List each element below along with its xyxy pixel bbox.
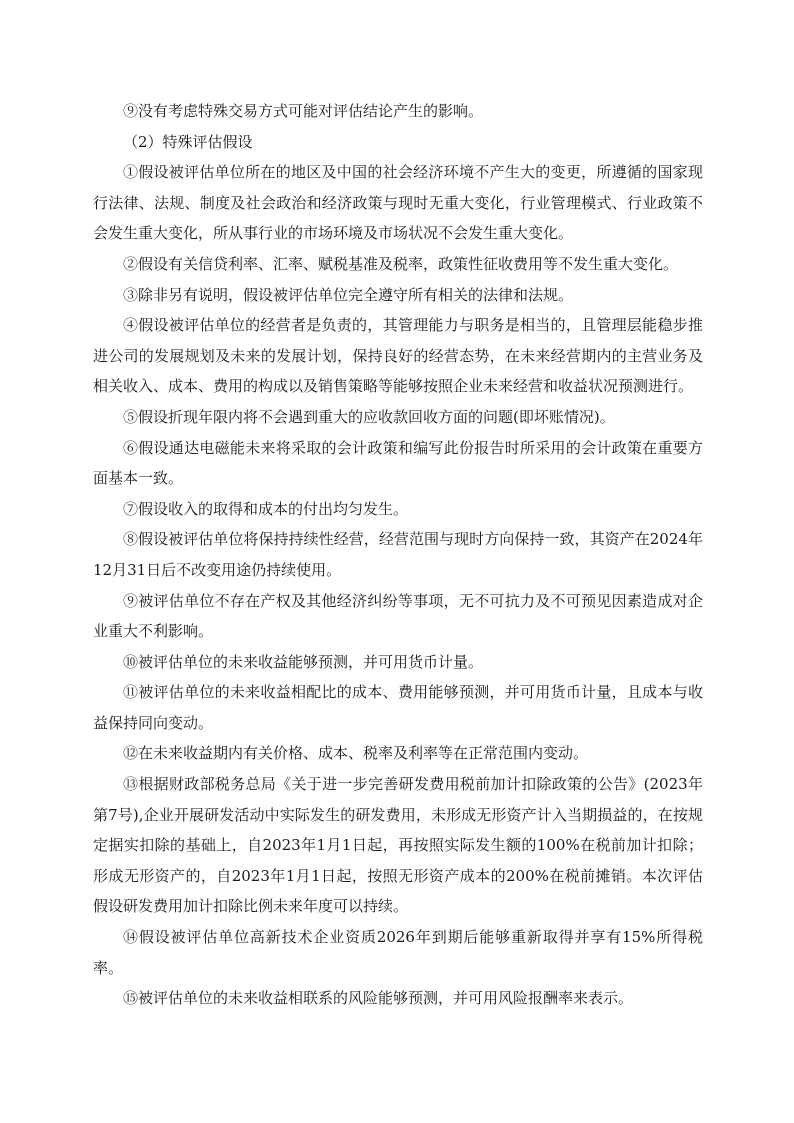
assumption-item-13: ⑬根据财政部税务总局《关于进一步完善研发费用税前加计扣除政策的公告》(2023年第7号),企业开展研发活动中实际发生的研发费用，未形成无形资产计入当期损益的，在按规定据实扣除的基础上，自2023年1月1日起，再按照实际发生额的100%在税前加计扣除；形成无形资产的，自2023年1月1日起，按照无形资产成本的200%在税前摊销。本次评估假设研发费用加计扣除比例未来年度可以持续。 (93, 775, 703, 916)
general-assumption-9: ⑨没有考虑特殊交易方式可能对评估结论产生的影响。 (123, 102, 484, 120)
assumption-item-12: ⑫在未来收益期内有关价格、成本、税率及利率等在正常范围内变动。 (123, 744, 589, 763)
assumption-item-9: ⑨被评估单位不存在产权及其他经济纠纷等事项，无不可抗力及不可预见因素造成对企业重大不利影响。 (93, 591, 703, 641)
assumption-item-15: ⑮被评估单位的未来收益相联系的风险能够预测，并可用风险报酬率来表示。 (123, 989, 634, 1008)
assumption-item-4: ④假设被评估单位的经营者是负责的，其管理能力与职务是相当的，且管理层能稳步推进公司的发展规划及未来的发展计划，保持良好的经营态势，在未来经营期内的主营业务及相关收入、成本、费用的构成以及销售策略等能够按照企业未来经营和收益状况预测进行。 (93, 316, 703, 396)
assumption-item-14: ⑭假设被评估单位高新技术企业资质2026年到期后能够重新取得并享有15%所得税率。 (93, 928, 703, 977)
assumption-item-5: ⑤假设折现年限内将不会遇到重大的应收款回收方面的问题(即坏账情况)。 (123, 407, 615, 426)
assumption-item-1: ①假设被评估单位所在的地区及中国的社会经济环境不产生大的变更，所遵循的国家现行法律、法规、制度及社会政治和经济政策与现时无重大变化，行业管理模式、行业政策不会发生重大变化，所从事行业的市场环境及市场状况不会发生重大变化。 (93, 163, 703, 243)
assumption-item-6: ⑥假设通达电磁能未来将采取的会计政策和编写此份报告时所采用的会计政策在重要方面基本一致。 (93, 438, 703, 488)
section-heading-special-assumptions: （2）特殊评估假设 (123, 132, 253, 151)
document-page (93, 96, 703, 1014)
assumption-item-3: ③除非另有说明，假设被评估单位完全遵守所有相关的法律和法规。 (123, 285, 574, 304)
assumption-item-11: ⑪被评估单位的未来收益相配比的成本、费用能够预测，并可用货币计量，且成本与收益保持同向变动。 (93, 683, 703, 732)
assumption-item-10: ⑩被评估单位的未来收益能够预测，并可用货币计量。 (123, 652, 484, 671)
assumption-item-7: ⑦假设收入的取得和成本的付出均匀发生。 (123, 499, 409, 518)
assumption-item-8: ⑧假设被评估单位将保持持续性经营，经营范围与现时方向保持一致，其资产在2024年12月31日后不改变用途仍持续使用。 (93, 530, 703, 579)
assumption-item-2: ②假设有关信贷利率、汇率、赋税基准及税率，政策性征收费用等不发生重大变化。 (123, 254, 679, 273)
